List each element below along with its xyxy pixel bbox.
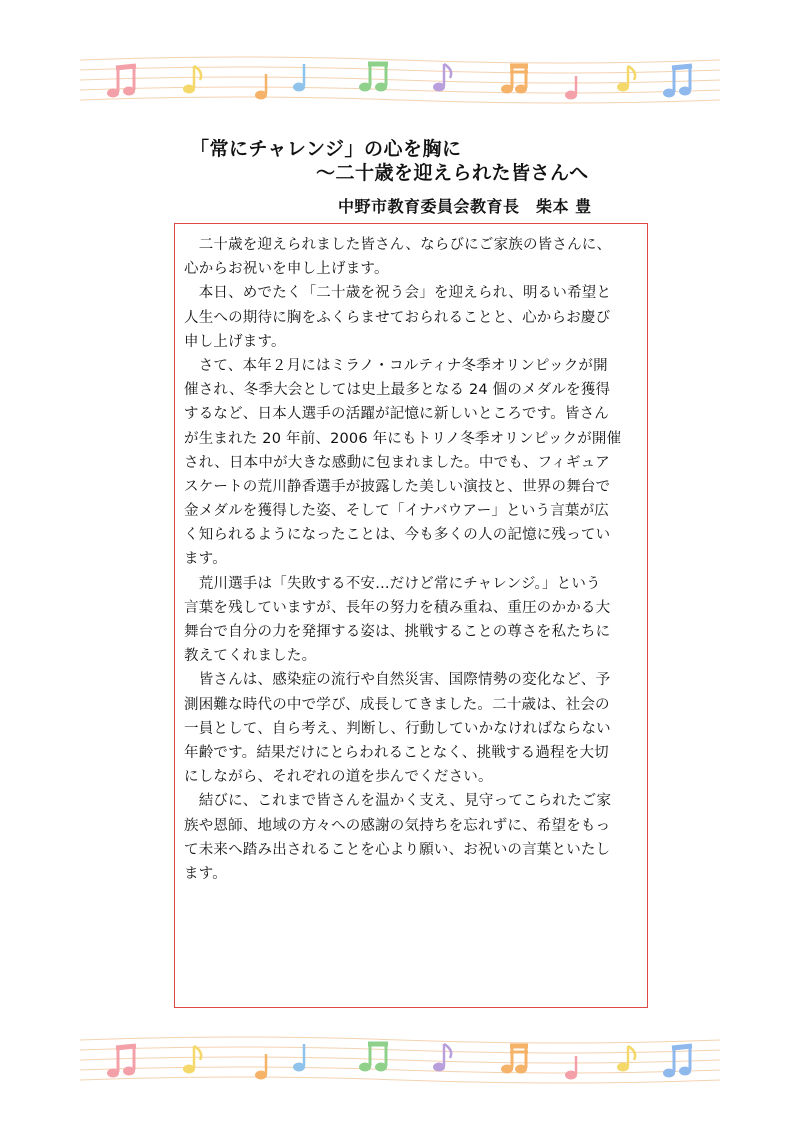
body-line: が生まれた 20 年前、2006 年にもトリノ冬季オリンピックが開催 — [184, 430, 622, 447]
eighth-note-icon — [617, 1046, 635, 1072]
body-line: 一員として、自ら考え、判断し、行動していかなければならない — [184, 720, 611, 737]
body-line: 荒川選手は「失敗する不安…だけど常にチャレンジ。」という — [184, 575, 601, 592]
body-line: ます。 — [184, 551, 227, 568]
author-line: 中野市教育委員会教育長 柴本 豊 — [338, 197, 592, 216]
body-line: 言葉を残していますが、長年の努力を積み重ね、重圧のかかる大 — [184, 599, 611, 616]
message-body — [184, 233, 644, 886]
music-note-icon — [565, 76, 577, 100]
body-line: ます。 — [184, 865, 227, 882]
body-line: 二十歳を迎えられました皆さん、ならびにご家族の皆さんに、 — [184, 237, 612, 253]
music-note-icon — [565, 1056, 577, 1080]
body-line: 皆さんは、感染症の流行や自然災害、国際情勢の変化など、予 — [184, 672, 611, 689]
music-staff-decoration-bottom — [80, 1032, 720, 1086]
eighth-note-icon — [183, 66, 201, 94]
eighth-note-icon — [433, 1044, 451, 1072]
body-line: 教えてくれました。 — [184, 648, 317, 665]
body-line: 金メダルを獲得した姿、そして「イナバウアー」という言葉が広 — [184, 503, 609, 520]
beamed-notes-icon — [107, 66, 136, 98]
body-line: 本日、めでたく「二十歳を祝う会」を迎えられ、明るい希望と — [184, 285, 612, 302]
beamed-notes-icon — [359, 1044, 388, 1072]
eighth-note-icon — [433, 64, 451, 92]
beamed-notes-icon — [501, 1046, 528, 1074]
page-subtitle: ～二十歳を迎えられた皆さんへ — [316, 162, 589, 184]
body-line: 結びに、これまで皆さんを温かく支え、見守ってこられたご家 — [184, 793, 612, 810]
eighth-note-icon — [183, 1046, 201, 1074]
body-line: 心からお祝いを申し上げます。 — [184, 261, 389, 278]
body-line: 催され、冬季大会としては史上最多となる 24 個のメダルを獲得 — [184, 382, 611, 399]
beamed-notes-icon — [107, 1046, 136, 1078]
body-line: く知られるようになったことは、今も多くの人の記憶に残ってい — [184, 527, 611, 544]
body-line: 人生への期待に胸をふくらませておられることと、心からお慶び — [184, 309, 611, 326]
music-staff-decoration-top — [80, 52, 720, 106]
body-line: さて、本年２月にはミラノ・コルティナ冬季オリンピックが開 — [184, 357, 608, 374]
body-line: 申し上げます。 — [184, 333, 286, 350]
page-title: 「常にチャレンジ」の心を胸に — [190, 138, 462, 160]
beamed-notes-icon — [359, 64, 388, 92]
body-line: 舞台で自分の力を発揮する姿は、挑戦することの尊さを私たちに — [184, 624, 611, 640]
body-line: 測困難な時代の中で学び、成長してきました。二十歳は、社会の — [184, 696, 610, 713]
body-line: するなど、日本人選手の活躍が記憶に新しいところです。皆さん — [184, 406, 609, 423]
eighth-note-icon — [617, 66, 635, 92]
body-line: 族や恩師、地域の方々への感謝の気持ちを忘れずに、希望をもっ — [184, 817, 611, 834]
body-line: され、日本中が大きな感動に包まれました。中でも、フィギュア — [184, 454, 611, 471]
body-line: にしながら、それぞれの道を歩んでください。 — [184, 769, 493, 786]
beamed-notes-icon — [501, 66, 528, 94]
body-line: 年齢です。結果だけにとらわれることなく、挑戦する過程を大切 — [184, 744, 609, 761]
body-line: スケートの荒川静香選手が披露した美しい演技と、世界の舞台で — [184, 478, 611, 495]
body-line: て未来へ踏み出されることを心より願い、お祝いの言葉といたし — [184, 841, 611, 858]
